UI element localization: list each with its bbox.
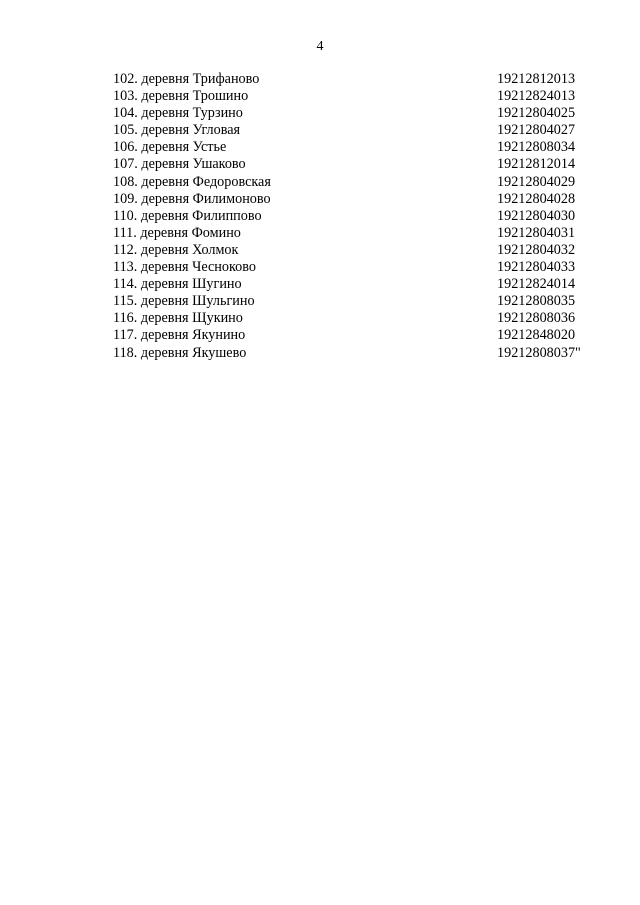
settlement-name: 106. деревня Устье [113,139,227,156]
settlement-code: 19212808037" [497,344,581,361]
settlement-name: 112. деревня Холмок [113,241,239,258]
settlement-code: 19212808036 [497,310,576,327]
list-item [0,122,640,139]
settlement-name: 108. деревня Федоровская [113,173,271,190]
list-item [0,293,640,310]
settlement-code: 19212804028 [497,190,576,207]
settlement-code: 19212824014 [497,276,576,293]
page-number: 4 [316,39,324,54]
settlement-list [0,71,640,362]
settlement-code: 19212812013 [497,71,576,87]
settlement-code: 19212804027 [497,122,576,139]
settlement-name: 115. деревня Шульгино [113,293,255,310]
settlement-name: 109. деревня Филимоново [113,190,271,207]
settlement-name: 105. деревня Угловая [113,122,241,139]
list-item [0,242,640,259]
settlement-code: 19212804033 [497,259,576,276]
list-item [0,105,640,122]
list-item [0,310,640,327]
list-item [0,327,640,344]
settlement-code: 19212848020 [497,327,576,344]
settlement-code: 19212804029 [497,173,576,190]
list-item [0,191,640,208]
settlement-name: 116. деревня Щукино [113,310,243,327]
settlement-name: 111. деревня Фомино [113,224,241,241]
settlement-code: 19212804032 [497,241,576,258]
settlement-name: 110. деревня Филиппово [113,207,262,224]
list-item [0,276,640,293]
settlement-code: 19212808035 [497,293,576,310]
list-item [0,208,640,225]
settlement-code: 19212804030 [497,207,576,224]
settlement-name: 102. деревня Трифаново [113,71,260,87]
settlement-code: 19212812014 [497,156,576,173]
settlement-code: 19212808034 [497,139,576,156]
settlement-name: 103. деревня Трошино [113,88,249,105]
settlement-name: 118. деревня Якушево [113,344,247,361]
list-item [0,88,640,105]
settlement-name: 113. деревня Чесноково [113,259,256,276]
settlement-name: 107. деревня Ушаково [113,156,246,173]
list-item [0,174,640,191]
list-item [0,71,640,88]
settlement-code: 19212804025 [497,105,576,122]
settlement-code: 19212804031 [497,224,576,241]
settlement-name: 114. деревня Шугино [113,276,242,293]
list-item [0,225,640,242]
list-item [0,259,640,276]
list-item [0,139,640,156]
settlement-name: 104. деревня Турзино [113,105,243,122]
settlement-code: 19212824013 [497,88,576,105]
list-item [0,156,640,173]
list-item [0,345,640,362]
settlement-name: 117. деревня Якунино [113,327,246,344]
